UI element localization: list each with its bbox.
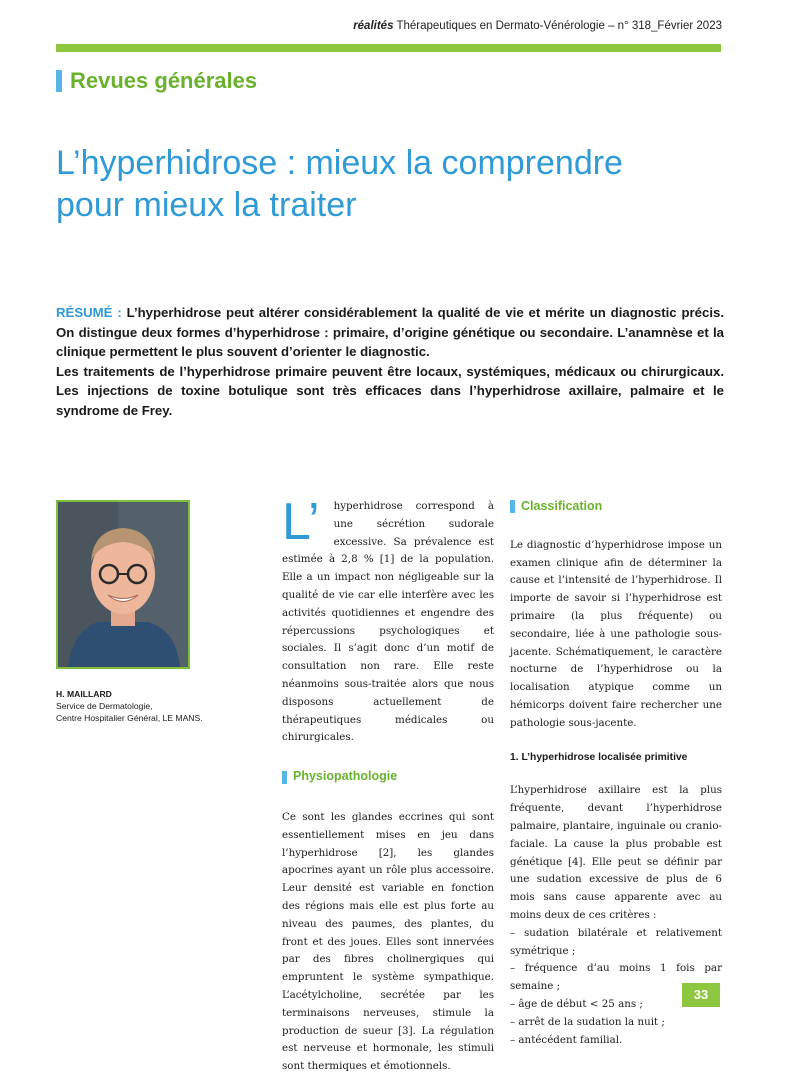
section-marker bbox=[56, 70, 62, 92]
criteria-item: – sudation bilatérale et relativement symétrique ; bbox=[510, 926, 722, 957]
author-affiliation-1: Service de Dermatologie, bbox=[56, 701, 153, 711]
abstract-label: RÉSUMÉ : bbox=[56, 305, 122, 320]
heading-marker bbox=[282, 771, 287, 784]
subsection-heading: 1. L’hyperhidrose localisée primitive bbox=[510, 751, 688, 763]
physiopathologie-heading bbox=[282, 768, 494, 786]
author-photo bbox=[56, 500, 190, 669]
section-title: Revues générales bbox=[70, 68, 258, 93]
journal-header bbox=[330, 20, 722, 32]
section-tag bbox=[56, 68, 257, 94]
column-2 bbox=[510, 498, 722, 1049]
intro-paragraph bbox=[282, 493, 494, 747]
physiopathologie-text: Ce sont les glandes eccrines qui sont essentiellement mises en jeu dans l’hyperhidrose [2], les glandes apocrines ayant un rôle plus accessoire. Leur densité est variable en fonction des régions mais elle est plus forte au niveau des paumes, des plantes, du front et des joues. Elles sont innervées par des fibres cholinergiques qui empruntent le système sympathique. L’acétylcholine, secrétée par les terminaisons nerveuses, stimule la production de sueur [3]. La régulation est nerveuse et hormonale, les stimuli sont thermiques et émotionnels. bbox=[282, 810, 494, 1073]
drop-cap: L’ bbox=[282, 493, 320, 551]
criteria-item: – âge de début < 25 ans ; bbox=[510, 997, 643, 1010]
column-1 bbox=[282, 493, 494, 1076]
physiopathologie-heading-text: Physiopathologie bbox=[293, 769, 398, 784]
abstract bbox=[56, 303, 724, 421]
abstract-paragraph-1: L’hyperhidrose peut altérer considérablement la qualité de vie et mérite un diagnostic précis. On distingue deux formes d’hyperhidrose : primaire, d’origine génétique ou secondaire. L’anamnèse et la clinique permettent le plus souvent d’orienter le diagnostic. bbox=[56, 305, 725, 360]
criteria-item: – antécédent familial. bbox=[510, 1033, 623, 1046]
classification-heading-text: Classification bbox=[521, 499, 603, 513]
journal-issue: Thérapeutiques en Dermato-Vénérologie – n° 318_Février 2023 bbox=[396, 20, 722, 32]
journal-brand: réalités bbox=[353, 20, 394, 32]
criteria-item: – fréquence d’au moins 1 fois par semaine ; bbox=[510, 962, 722, 993]
title-line-1: L’hyperhidrose : mieux la comprendre bbox=[56, 144, 623, 182]
author-info bbox=[56, 688, 256, 724]
subsection-text: L’hyperhidrose axillaire est la plus fréquente, devant l’hyperhidrose palmaire, plantaire, inguinale ou cranio-faciale. La cause la plus probable est génétique [4]. Elle peut se définir par une sudation excessive de plus de 6 mois sans cause apparente avec au moins deux de ces critères : bbox=[510, 784, 722, 921]
page-number: 33 bbox=[682, 983, 720, 1007]
author-name: H. MAILLARD bbox=[56, 689, 112, 699]
article-title bbox=[56, 142, 716, 226]
criteria-item: – arrêt de la sudation la nuit ; bbox=[510, 1015, 665, 1028]
author-affiliation-2: Centre Hospitalier Général, LE MANS. bbox=[56, 713, 203, 723]
header-rule bbox=[56, 44, 721, 52]
classification-heading bbox=[510, 498, 722, 516]
title-line-2: pour mieux la traiter bbox=[56, 186, 357, 224]
classification-text: Le diagnostic d’hyperhidrose impose un examen clinique afin de déterminer la cause et l’intensité de l’hyperhidrose. Il importe de savoir si l’hyperhidrose est primaire (la plus fréquente) ou secondaire, liée à une pathologie sous-jacente. Schématiquement, le caractère nocturne de l’hyperhidrose ou la localisation atypique comme un hémicorps doivent faire rechercher une pathologie sous-jacente. bbox=[510, 538, 722, 729]
intro-text: hyperhidrose correspond à une sécrétion sudorale excessive. Sa prévalence est estimée à 2,8 % [1] de la population. Elle a un impact non négligeable sur la qualité de vie car elle interfère avec les activités quotidiennes et engendre des répercussions psychologiques et sociales. Il s’agit donc d’un motif de consultation non rare. Elle reste néanmoins sous-traitée alors que nous disposons actuellement de thérapeutiques médicales ou chirurgicales. bbox=[282, 500, 494, 744]
abstract-paragraph-2: Les traitements de l’hyperhidrose primaire peuvent être locaux, systémiques, médicaux ou chirurgicaux. Les injections de toxine botulique sont très efficaces dans l’hyperhidrose axillaire, palmaire et le syndrome de Frey. bbox=[56, 363, 724, 418]
heading-marker bbox=[510, 500, 515, 513]
